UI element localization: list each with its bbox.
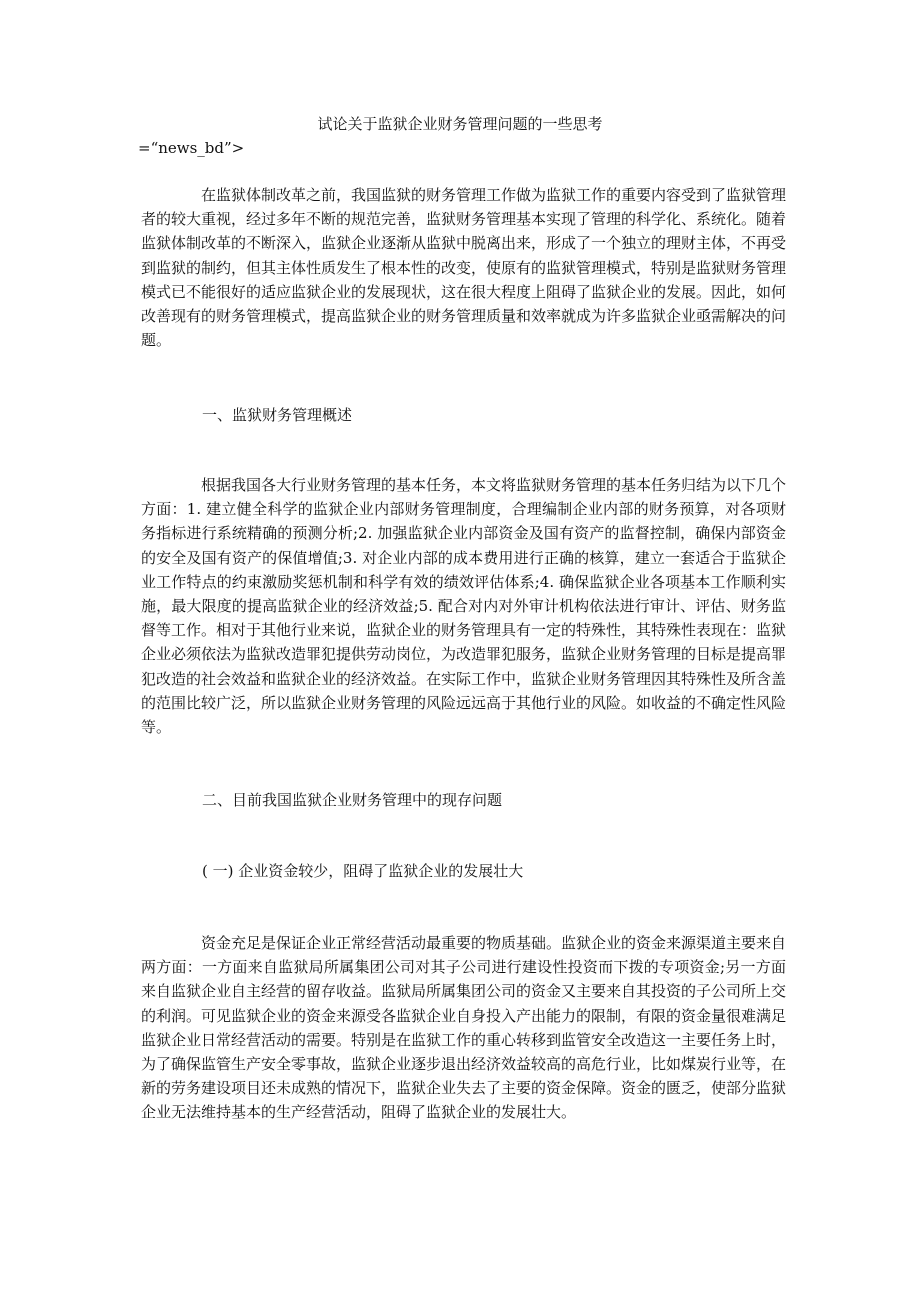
subsection-heading-1: ( 一) 企业资金较少，阻碍了监狱企业的发展壮大 <box>202 862 524 880</box>
section-heading-1: 一、监狱财务管理概述 <box>202 406 353 424</box>
section-heading-2: 二、目前我国监狱企业财务管理中的现存问题 <box>202 791 503 809</box>
intro-paragraph: 在监狱体制改革之前，我国监狱的财务管理工作做为监狱工作的重要内容受到了监狱管理者的较大重视，经过多年不断的规范完善，监狱财务管理基本实现了管理的科学化、系统化。随着监狱体制改革的不断深入，监狱企业逐渐从监狱中脱离出来，形成了一个独立的理财主体，不再受到监狱的制约，但其主体性质发生了根本性的改变，使原有的监狱管理模式，特别是监狱财务管理模式已不能很好的适应监狱企业的发展现状，这在很大程度上阻碍了监狱企业的发展。因此，如何改善现有的财务管理模式，提高监狱企业的财务管理质量和效率就成为许多监狱企业亟需解决的问题。 <box>141 186 787 350</box>
document-title: 试论关于监狱企业财务管理问题的一些思考 <box>317 115 603 133</box>
html-artifact-text: =“news_bd”> <box>138 139 245 157</box>
paragraph-basic-tasks: 根据我国各大行业财务管理的基本任务，本文将监狱财务管理的基本任务归结为以下几个方面：1. 建立健全科学的监狱企业内部财务管理制度，合理编制企业内部的财务预算，对各项财务指标进行系统精确的预测分析;2. 加强监狱企业内部资金及国有资产的监督控制，确保内部资金的安全及国有资产的保值增值;3. 对企业内部的成本费用进行正确的核算，建立一套适合于监狱企业工作特点的约束激励奖惩机制和科学有效的绩效评估体系;4. 确保监狱企业各项基本工作顺利实施，最大限度的提高监狱企业的经济效益;5. 配合对内对外审计机构依法进行审计、评估、财务监督等工作。相对于其他行业来说，监狱企业的财务管理具有一定的特殊性，其特殊性表现在：监狱企业必须依法为监狱改造罪犯提供劳动岗位，为改造罪犯服务，监狱企业财务管理的目标是提高罪犯改造的社会效益和监狱企业的经济效益。在实际工作中，监狱企业财务管理因其特殊性及所含盖的范围比较广泛，所以监狱企业财务管理的风险远远高于其他行业的风险。如收益的不确定性风险等。 <box>141 476 787 737</box>
paragraph-capital-shortage: 资金充足是保证企业正常经营活动最重要的物质基础。监狱企业的资金来源渠道主要来自两方面：一方面来自监狱局所属集团公司对其子公司进行建设性投资而下拨的专项资金;另一方面来自监狱企业自主经营的留存收益。监狱局所属集团公司的资金又主要来自其投资的子公司所上交的利润。可见监狱企业的资金来源受各监狱企业自身投入产出能力的限制，有限的资金量很难满足监狱企业日常经营活动的需要。特别是在监狱工作的重心转移到监管安全改造这一主要任务上时，为了确保监管生产安全零事故，监狱企业逐步退出经济效益较高的高危行业，比如煤炭行业等，在新的劳务建设项目还未成熟的情况下，监狱企业失去了主要的资金保障。资金的匮乏，使部分监狱企业无法维持基本的生产经营活动，阻碍了监狱企业的发展壮大。 <box>141 934 787 1122</box>
